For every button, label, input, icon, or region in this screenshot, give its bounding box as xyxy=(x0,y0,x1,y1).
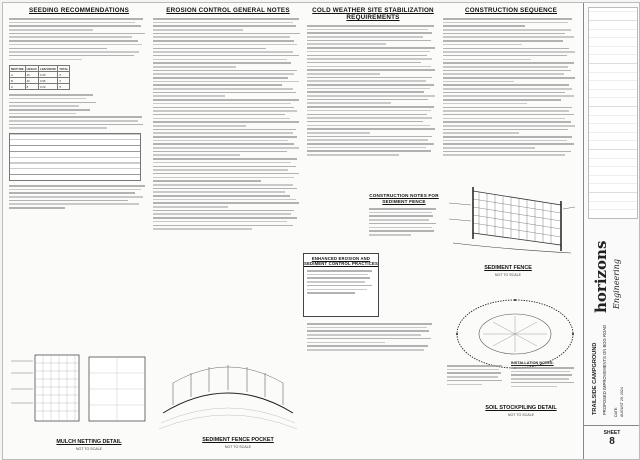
drawing-sheet xyxy=(2,2,640,460)
date-label: DATE: xyxy=(614,406,618,417)
th-total: TOTAL xyxy=(59,66,69,71)
title-block xyxy=(583,3,640,459)
lower-middle-notes xyxy=(307,321,437,353)
table-row xyxy=(10,84,70,90)
cold-weather-text xyxy=(307,25,439,156)
install-notes-heading: INSTALLATION NOTES: xyxy=(511,361,554,365)
cell: 0.45 xyxy=(39,72,58,78)
cell: X xyxy=(58,72,70,78)
firm-logo: horizons xyxy=(592,240,610,313)
th-lbs-1000: LBS/1000SF xyxy=(40,66,57,71)
soil-stockpile-scale: NOT TO SCALE xyxy=(507,413,535,417)
project-name: TRAILSIDE CAMPGROUND xyxy=(592,342,598,415)
soil-notes-left xyxy=(447,363,505,387)
fence-notes-heading: CONSTRUCTION NOTES FOR SEDIMENT FENCE xyxy=(369,193,439,204)
sediment-fence-drawing xyxy=(443,183,579,263)
sequence-column xyxy=(443,7,579,158)
mulch-netting-drawing xyxy=(9,343,149,431)
seeding-text xyxy=(9,18,149,60)
sheet-label: SHEET xyxy=(603,430,621,436)
date-value: AUGUST 20, 2024 xyxy=(620,387,624,417)
revision-box xyxy=(588,7,638,219)
sheet-number-box xyxy=(584,425,640,460)
cell: X xyxy=(58,84,70,90)
seeding-column xyxy=(9,7,149,211)
seeding-table-2 xyxy=(9,133,141,181)
cell: X xyxy=(58,78,70,84)
mulch-netting-scale: NOT TO SCALE xyxy=(75,447,103,451)
cell: 0.20 xyxy=(39,84,58,90)
th-lbs-ac: LBS/AC xyxy=(26,66,38,71)
erosion-text xyxy=(153,18,303,230)
cell: 40 xyxy=(25,78,38,84)
soil-stockpile-title: SOIL STOCKPILING DETAIL xyxy=(485,405,557,411)
sheet-number: 8 xyxy=(609,436,615,447)
th-mixture: MIXTURE xyxy=(11,66,24,71)
cell: 8 xyxy=(25,84,38,90)
cell: A xyxy=(10,72,26,78)
install-notes xyxy=(511,361,577,389)
sediment-fence-scale: NOT TO SCALE xyxy=(494,273,522,277)
sequence-heading: CONSTRUCTION SEQUENCE xyxy=(464,7,557,14)
seeding-text-3 xyxy=(9,185,149,209)
cell: 20 xyxy=(25,72,38,78)
seeding-text-2 xyxy=(9,94,149,129)
fence-pocket-scale: NOT TO SCALE xyxy=(224,445,252,449)
cell: B xyxy=(10,78,26,84)
seeding-heading: SEEDING RECOMMENDATIONS xyxy=(29,7,129,14)
enhanced-heading: ENHANCED EROSION AND SEDIMENT CONTROL PRACTICES xyxy=(304,256,378,266)
erosion-heading: EROSION CONTROL GENERAL NOTES xyxy=(166,7,290,14)
cold-weather-column xyxy=(307,7,439,158)
fence-notes-box xyxy=(369,193,439,259)
sediment-fence-title: SEDIMENT FENCE xyxy=(484,265,532,271)
cell: C xyxy=(10,84,26,90)
firm-tagline: Engineering xyxy=(612,259,621,309)
erosion-column xyxy=(153,7,303,232)
cold-weather-heading: COLD WEATHER SITE STABILIZATION REQUIREMENTS xyxy=(312,7,434,21)
project-subtitle: PROPOSED IMPROVEMENTS ON BOG ROAD xyxy=(602,324,607,415)
sequence-text xyxy=(443,18,579,156)
enhanced-practices-box xyxy=(303,253,379,317)
seeding-table-wrap xyxy=(9,65,149,90)
seeding-table xyxy=(9,65,70,90)
cell: 0.95 xyxy=(39,78,58,84)
fence-pocket-title: SEDIMENT FENCE POCKET xyxy=(202,437,274,443)
fence-pocket-drawing xyxy=(153,353,303,433)
mulch-netting-title: MULCH NETTING DETAIL xyxy=(56,439,122,445)
